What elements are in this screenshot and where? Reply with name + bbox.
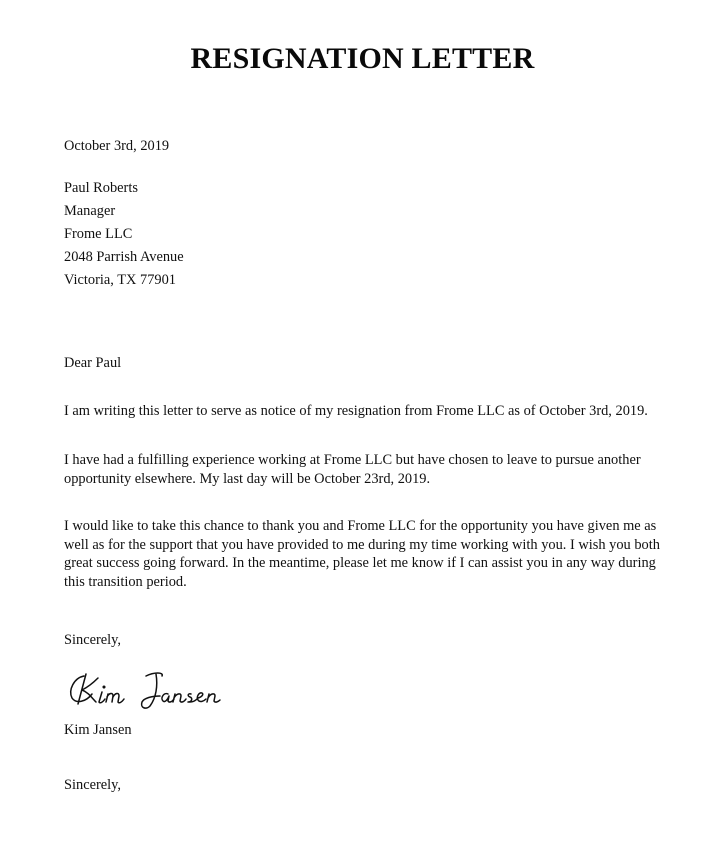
- sender-name: Kim Jansen: [64, 722, 132, 738]
- closing-repeat: Sincerely,: [64, 777, 122, 793]
- recipient-company: Frome LLC: [64, 226, 133, 242]
- handwritten-signature: [64, 664, 234, 712]
- recipient-position: Manager: [64, 203, 116, 219]
- letter-date: October 3rd, 2019: [64, 138, 170, 154]
- recipient-street: 2048 Parrish Avenue: [64, 249, 184, 265]
- body-paragraph-3: I would like to take this chance to thank you and Frome LLC for the opportunity you have given me as well as for the support that you have provided to me during my time working with you. I wish you both great success going forward. In the meantime, please let me know if I can assist you in any way during this transition period.: [64, 518, 660, 590]
- letter-title: RESIGNATION LETTER: [190, 42, 535, 75]
- closing: Sincerely,: [64, 632, 122, 648]
- recipient-city-state-zip: Victoria, TX 77901: [64, 272, 176, 288]
- salutation: Dear Paul: [64, 355, 122, 371]
- body-paragraph-2: I have had a fulfilling experience working at Frome LLC but have chosen to leave to pursue another opportunity elsewhere. My last day will be October 23rd, 2019.: [64, 452, 641, 487]
- body-paragraph-1: I am writing this letter to serve as notice of my resignation from Frome LLC as of October 3rd, 2019.: [64, 403, 648, 419]
- recipient-name: Paul Roberts: [64, 180, 138, 196]
